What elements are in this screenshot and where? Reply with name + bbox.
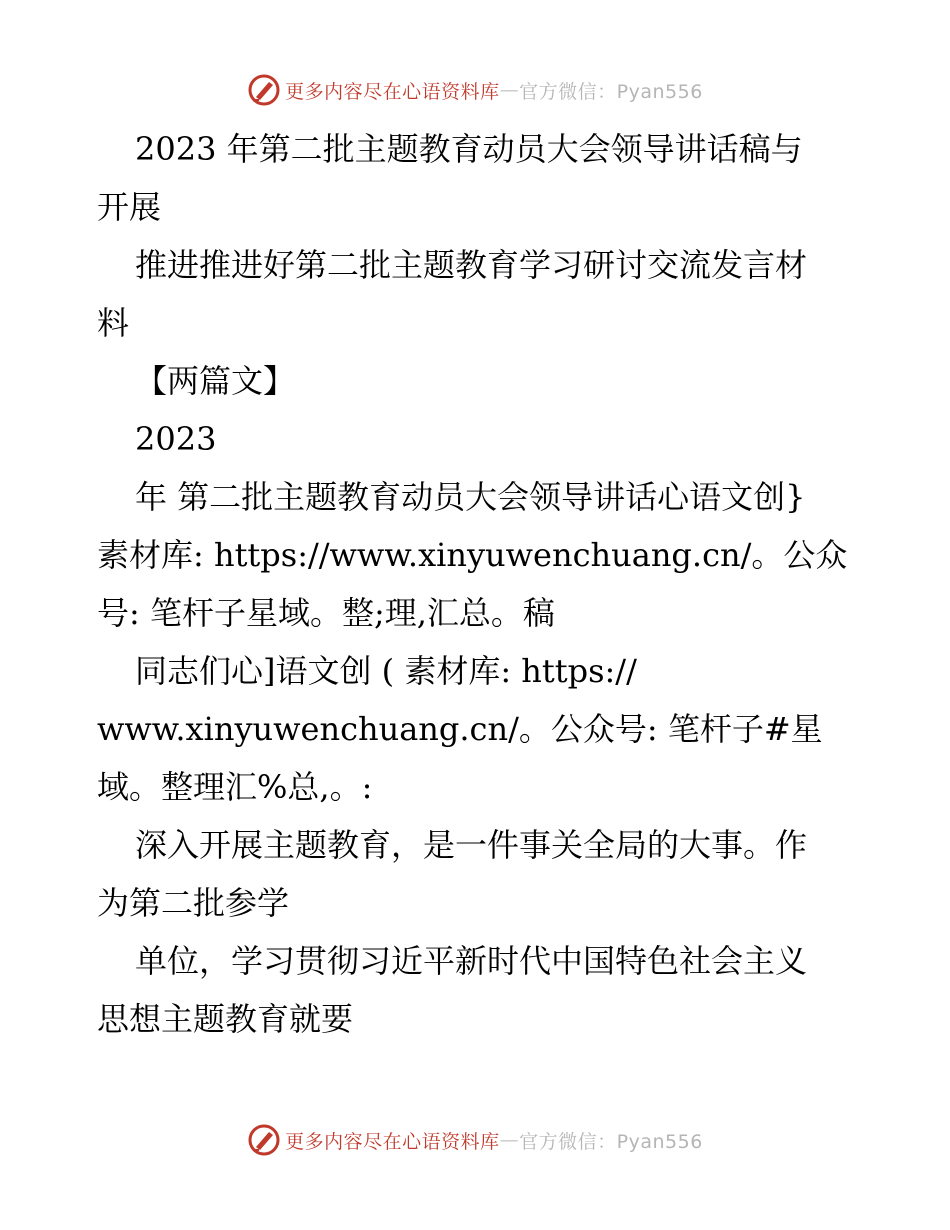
watermark-main-text: 更多内容尽在心语资料库 — [285, 1130, 500, 1153]
text-line: 为第二批参学 — [97, 884, 290, 922]
watermark-main-text: 更多内容尽在心语资料库 — [285, 80, 500, 103]
footer-watermark — [0, 1120, 950, 1160]
text-line: 思想主题教育就要 — [97, 1000, 354, 1038]
text-line: 同志们心]语文创 ( 素材库: https:// — [135, 652, 637, 690]
text-line: 年 第二批主题教育动员大会领导讲话心语文创} — [135, 478, 806, 516]
document-body — [97, 120, 857, 1048]
text-line: 号: 笔杆子星域。整;理,汇总。稿 — [97, 594, 555, 632]
watermark-suffix-text: 官方微信：Pyan556 — [519, 1130, 703, 1153]
text-line: 深入开展主题教育，是一件事关全局的大事。作 — [135, 826, 808, 864]
watermark-dash: — — [499, 1129, 520, 1151]
text-line: 开展 — [97, 188, 162, 226]
watermark-dash: — — [499, 79, 520, 101]
pen-book-logo-icon — [247, 73, 281, 107]
text-line: 料 — [97, 304, 130, 342]
text-line: 素材库: https://www.xinyuwenchuang.cn/。公众 — [97, 536, 848, 574]
text-line: 单位，学习贯彻习近平新时代中国特色社会主义 — [135, 942, 808, 980]
pen-book-logo-icon — [247, 1123, 281, 1157]
text-line: 推进推进好第二批主题教育学习研讨交流发言材 — [135, 246, 808, 284]
header-watermark — [0, 70, 950, 110]
text-line: 2023 — [135, 420, 217, 458]
watermark-suffix-text: 官方微信：Pyan556 — [519, 80, 703, 103]
text-line: 2023 年第二批主题教育动员大会领导讲话稿与 — [135, 130, 803, 168]
text-line: 【两篇文】 — [135, 362, 296, 400]
text-line: www.xinyuwenchuang.cn/。公众号: 笔杆子#星 — [97, 710, 823, 748]
text-line: 域。整理汇%总,。: — [97, 768, 373, 806]
